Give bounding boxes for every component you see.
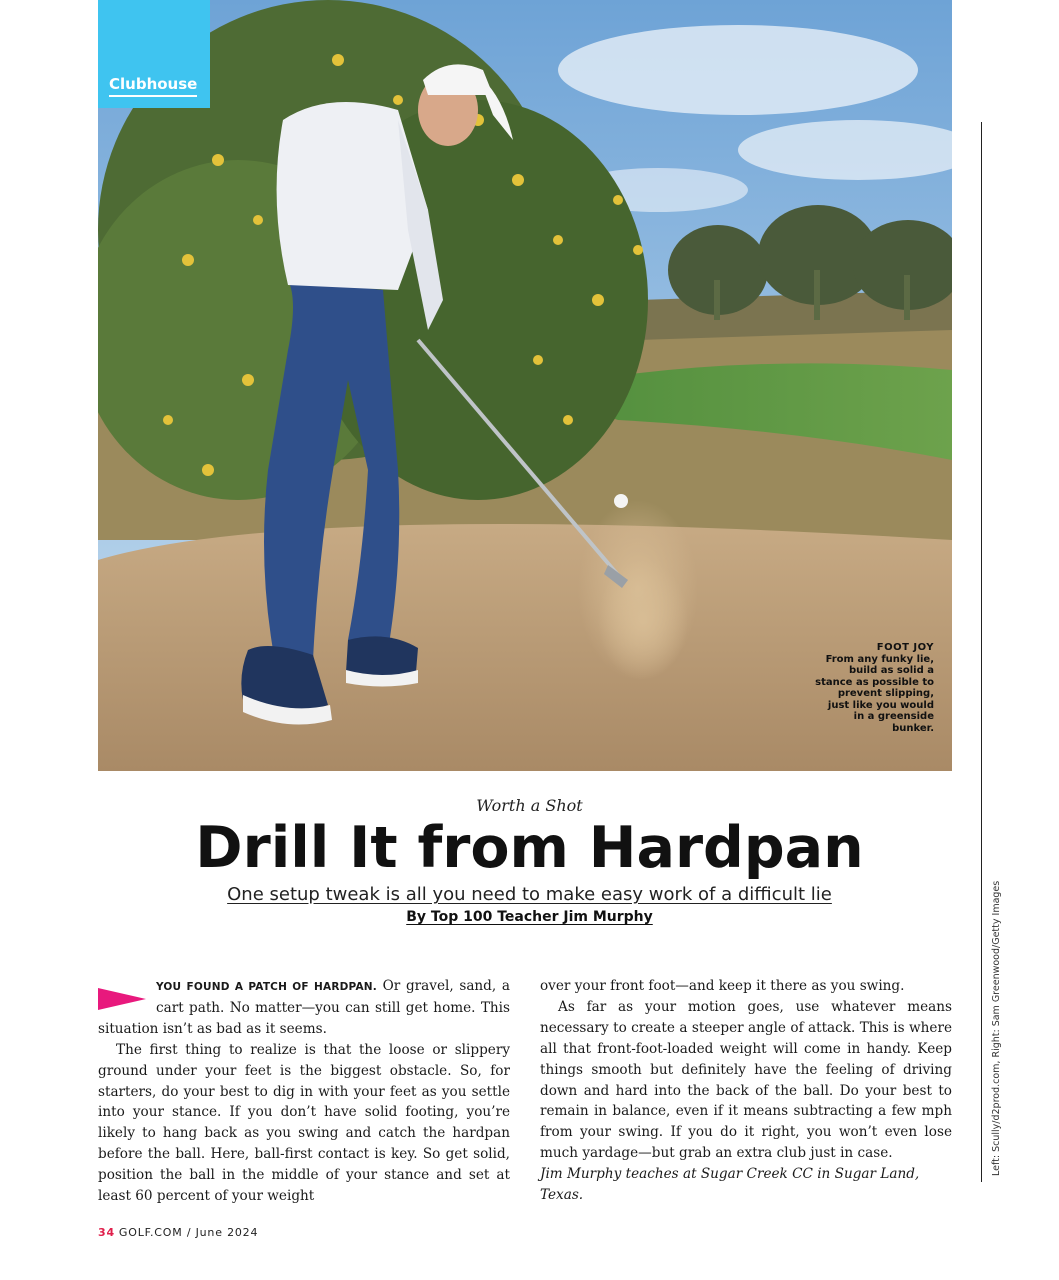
publication-line: GOLF.COM / June 2024 [118,1226,259,1239]
section-label[interactable]: Clubhouse [109,75,197,97]
article-kicker: Worth a Shot [476,796,583,815]
byline-text: By Top 100 Teacher Jim Murphy [406,909,653,925]
deck-text: One setup tweak is all you need to make easy work of a difficult lie [227,884,832,905]
photo-caption [814,642,934,734]
body-column-left [98,976,510,1207]
paragraph-1-text: Or gravel, sand, a cart path. No matter—you can still get home. This situation isn’t as bad as it seems. [98,978,510,1037]
caption-title: FOOT JOY [876,642,934,653]
page-footer [98,1226,258,1239]
article-byline [0,909,1059,925]
photo-credit: Left: Scully/d2prod.com, Right: Sam Greenwood/Getty Images [991,880,1002,1176]
lead-in: YOU FOUND A PATCH OF HARDPAN. [156,981,377,993]
pennant-icon [98,984,146,1014]
caption-text: From any funky lie, build as solid a stance as possible to prevent slipping, just like you would in a greenside bunker. [815,653,934,734]
body-paragraph-3: As far as your motion goes, use whatever means necessary to create a steeper angle of attack. This is where all that front-foot-loaded weight will come in handy. Keep things smooth but definitely have the feeling of driving down and hard into the back of the ball. Do your best to remain in balance, even if it means subtracting a few mph from your swing. If you do it right, you won’t even lose much yardage—but grab an extra club just in case. [540,998,952,1162]
article-headline: Drill It from Hardpan [195,815,864,881]
section-tab[interactable] [98,0,210,108]
body-paragraph-2-continued: over your front foot—and keep it there as you swing. [540,978,905,994]
body-paragraph-2: The first thing to realize is that the loose or slippery ground under your feet is the biggest obstacle. So, for starters, do your best to dig in with your feet as you settle into your stance. If you don’t have solid footing, you’re likely to hang back as you swing and catch the hardpan before the ball. Here, ball-first contact is key. So get solid, position the ball in the middle of your stance and set at least 60 percent of your weight [98,1041,510,1205]
vertical-rule [981,122,982,1182]
article-deck [0,884,1059,905]
body-column-right [540,976,952,1206]
body-paragraph-1 [98,976,510,1040]
page-number: 34 [98,1226,115,1239]
author-bio: Jim Murphy teaches at Sugar Creek CC in Sugar Land, Texas. [540,1166,920,1204]
